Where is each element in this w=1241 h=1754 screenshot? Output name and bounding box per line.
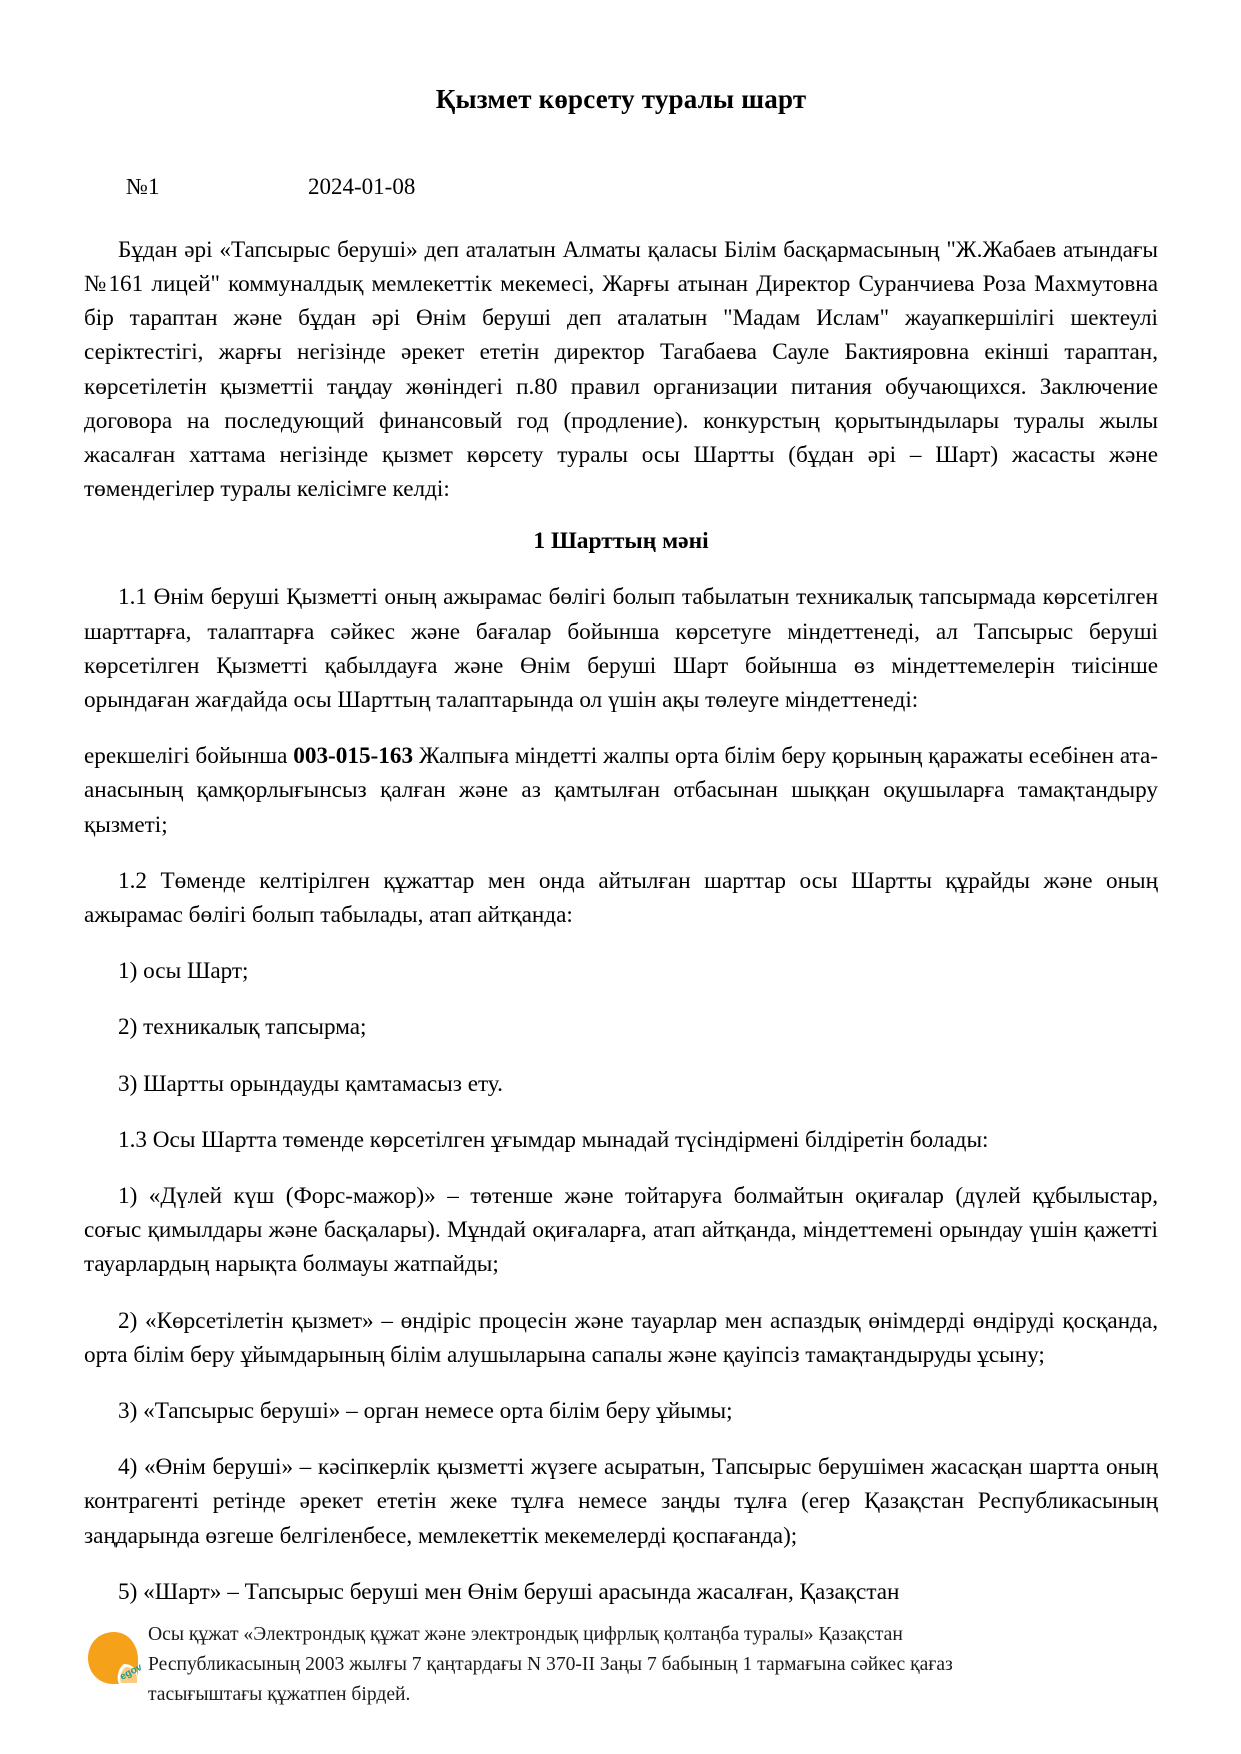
document-meta bbox=[84, 173, 1158, 202]
svg-text:egov: egov bbox=[118, 1661, 142, 1683]
electronic-signature-stamp bbox=[84, 1620, 1084, 1710]
intro-paragraph: Бұдан әрі «Тапсырыс беруші» деп аталатын Алматы қаласы Білім басқармасының "Ж.Жабаев атындағы №161 лицей" коммуналдық мемлекеттік мекемесі, Жарғы атынан Директор Суранчиева Роза Махмутовна бір тараптан және бұдан әрі Өнім беруші деп аталатын "Мадам Ислам" жауапкершілігі шектеулі серіктестігі, жарғы негізінде әрекет ететін директор Тагабаева Сауле Бактияровна екінші тараптан, көрсетілетін қызметтіі таңдау жөніндегі п.80 правил организации питания обучающихся. Заключение договора на последующий финансовый год (продление). конкурстың қорытындылары туралы жылы жасалған хаттама негізінде қызмет көрсету туралы осы Шартты (бұдан әрі – Шарт) жасасты және төмендегілер туралы келісімге келді: bbox=[84, 236, 1158, 503]
list-item: 3) Шартты орындауды қамтамасыз ету. bbox=[118, 1070, 503, 1097]
stamp-line: тасығыштағы құжатпен бірдей. bbox=[148, 1684, 411, 1705]
stamp-text bbox=[148, 1620, 1048, 1710]
paragraph-1-3: 1.3 Осы Шартта төменде көрсетілген ұғымдар мынадай түсіндірмені білдіретін болады: bbox=[118, 1126, 989, 1153]
paragraph-1-1: 1.1 Өнім беруші Қызметті оның ажырамас бөлігі болып табылатын техникалық тапсырмада көрсетілген шарттарға, талаптарға сәйкес және бағалар бойынша көрсетуге міндеттенеді, ал Тапсырыс беруші көрсетілген Қызметті қабылдауға және Өнім беруші Шарт бойынша өз міндеттемелерін тиісінше орындаған жағдайда осы Шарттың талаптарында ол үшін ақы төлеуге міндеттенеді: bbox=[84, 584, 1158, 713]
contract-date: 2024-01-08 bbox=[308, 174, 416, 199]
paragraph-1-2: 1.2 Төменде келтірілген құжаттар мен онда айтылған шарттар осы Шартты құрайды және оның ажырамас бөлігі болып табылады, атап айтқанда: bbox=[84, 867, 1158, 928]
contract-number: №1 bbox=[126, 174, 160, 199]
list-item: 3) «Тапсырыс беруші» – орган немесе орта білім беру ұйымы; bbox=[118, 1398, 733, 1425]
list-item: 2) техникалық тапсырма; bbox=[118, 1014, 367, 1041]
list-item: 4) «Өнім беруші» – кәсіпкерлік қызметті жүзеге асыратын, Тапсырыс берушімен жасасқан шартта оның контрагенті ретінде әрекет ететін жеке тұлға немесе заңды тұлға (егер Қазақстан Республикасының заңдарында өзгеше белгіленбесе, мемлекеттік мекемелерді қоспағанда); bbox=[84, 1454, 1158, 1549]
egov-logo-icon bbox=[86, 1630, 142, 1692]
list-item: 5) «Шарт» – Тапсырыс беруші мен Өнім беруші арасында жасалған, Қазақстан bbox=[118, 1578, 900, 1605]
section-1-heading: 1 Шарттың мәні bbox=[533, 528, 709, 555]
paragraph-lot bbox=[84, 739, 1158, 842]
list-item: 1) «Дүлей күш (Форс-мажор)» – төтенше және тойтаруға болмайтын оқиғалар (дүлей құбылыстар, соғыс қимылдары және басқалары). Мұндай оқиғаларға, атап айтқанда, міндеттемені орындау үшін қажетті тауарлардың нарықта болмауы жатпайды; bbox=[84, 1183, 1158, 1278]
document-content bbox=[84, 0, 1158, 1609]
lot-code: 003-015-163 bbox=[293, 743, 414, 770]
list-item: 1) осы Шарт; bbox=[118, 958, 249, 985]
stamp-line: Осы құжат «Электрондық құжат және электрондық цифрлық қолтаңба туралы» Қазақстан bbox=[148, 1624, 903, 1645]
page-title: Қызмет көрсету туралы шарт bbox=[435, 84, 807, 114]
lot-prefix: ерекшелігі бойынша bbox=[84, 743, 294, 770]
stamp-line: Республикасының 2003 жылғы 7 қаңтардағы N 370-II Заңы 7 бабының 1 тармағына сәйкес қағаз bbox=[148, 1654, 953, 1675]
list-item: 2) «Көрсетілетін қызмет» – өндіріс процесін және тауарлар мен аспаздық өнімдерді өндіруді қосқанда, орта білім беру ұйымдарының білім алушыларына сапалы және қауіпсіз тамақтандыруды ұсыну; bbox=[84, 1307, 1158, 1368]
lot-suffix: Жалпыға міндетті жалпы орта білім беру қорының қаражаты есебінен ата-анасының қамқорлығынсыз қалған және аз қамтылған отбасынан шыққан оқушыларға тамақтандыру қызметі; bbox=[84, 743, 1159, 838]
